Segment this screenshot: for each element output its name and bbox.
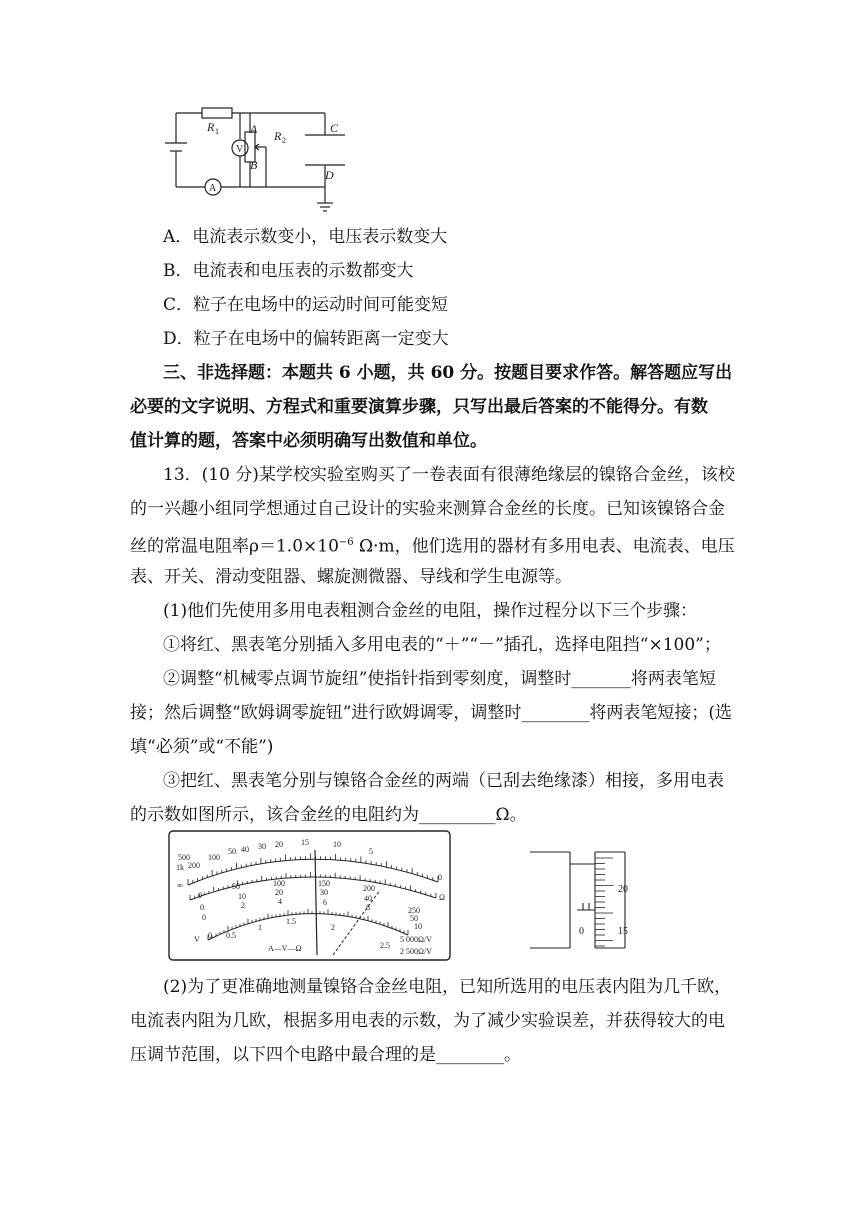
svg-text:A: A	[250, 122, 258, 136]
svg-text:40: 40	[241, 845, 249, 854]
q13-step3-line1: ③把红、黑表笔分别与镍铬合金丝的两端（已刮去绝缘漆）相接，多用电表	[163, 771, 724, 791]
svg-text:A: A	[209, 183, 217, 194]
q13-step2-line1: ②调整“机械零点调节旋纽”使指针指到零刻度，调整时_______将两表笔短	[163, 669, 716, 689]
svg-text:0: 0	[579, 926, 584, 937]
svg-text:2 500Ω/V: 2 500Ω/V	[400, 947, 432, 956]
q13-line3-b: Ω·m，他们选用的器材有多用电表、电流表、电压	[353, 536, 735, 557]
svg-text:5 000Ω/V: 5 000Ω/V	[400, 935, 432, 944]
svg-text:10: 10	[333, 840, 341, 849]
svg-text:C: C	[330, 121, 339, 135]
svg-text:20: 20	[618, 884, 628, 895]
section-heading-line3: 值计算的题，答案中必须明确写出数值和单位。	[130, 431, 487, 451]
svg-text:200: 200	[363, 884, 375, 893]
svg-text:D: D	[325, 168, 334, 182]
svg-text:0.5: 0.5	[226, 931, 236, 940]
option-c: C．粒子在电场中的运动时间可能变短	[163, 295, 449, 315]
svg-text:200: 200	[188, 861, 200, 870]
svg-text:30: 30	[320, 888, 328, 897]
q13-line3	[130, 532, 735, 558]
q13-line1: 13．(10 分)某学校实验室购买了一卷表面有很薄绝缘层的镍铬合金丝，该校	[163, 465, 735, 485]
svg-text:50: 50	[410, 914, 418, 923]
q13-part2-line1: (2)为了更准确地测量镍铬合金丝电阻，已知所选用的电压表内阻为几千欧，	[163, 977, 732, 997]
svg-text:∞: ∞	[177, 881, 183, 890]
svg-text:2: 2	[282, 136, 286, 145]
svg-text:10: 10	[414, 922, 422, 931]
circuit-diagram	[160, 95, 360, 215]
svg-text:0: 0	[198, 891, 202, 900]
q13-line2: 的一兴趣小组同学想通过自己设计的实验来测算合金丝的长度。已知该镍铬合金	[130, 499, 725, 519]
svg-text:8: 8	[366, 903, 370, 912]
svg-text:5: 5	[369, 847, 373, 856]
svg-text:2.5: 2.5	[380, 941, 390, 950]
svg-text:2: 2	[241, 901, 245, 910]
svg-text:20: 20	[275, 840, 283, 849]
q13-step3-line2: 的示数如图所示，该合金丝的电阻约为_________Ω。	[130, 805, 527, 825]
q13-step2-line3: 填“必须”或“不能”)	[130, 737, 274, 757]
svg-text:4: 4	[278, 897, 282, 906]
q13-part2-line2: 电流表内阻为几欧，根据多用电表的示数，为了减少实验误差，并获得较大的电	[130, 1011, 725, 1031]
svg-text:6: 6	[323, 898, 327, 907]
multimeter-dial	[168, 830, 453, 963]
svg-text:0: 0	[438, 873, 442, 882]
resistor-r1	[202, 108, 232, 118]
svg-text:1: 1	[215, 127, 219, 136]
svg-text:500: 500	[178, 853, 190, 862]
section-heading-line1: 三、非选择题：本题共 6 小题，共 60 分。按题目要求作答。解答题应写出	[163, 363, 733, 383]
option-b: B．电流表和电压表的示数都变大	[163, 261, 414, 281]
svg-text:100: 100	[273, 879, 285, 888]
option-a: A．电流表示数变小，电压表示数变大	[163, 227, 448, 247]
svg-text:50: 50	[232, 882, 240, 891]
svg-text:100: 100	[208, 853, 220, 862]
svg-text:1: 1	[258, 923, 262, 932]
svg-text:R: R	[207, 120, 215, 134]
section-heading-line2: 必要的文字说明、方程式和重要演算步骤，只写出最后答案的不能得分。有数	[130, 397, 708, 417]
svg-text:10: 10	[238, 892, 246, 901]
svg-text:Ω: Ω	[439, 893, 445, 902]
svg-text:50: 50	[228, 847, 236, 856]
q13-step1: ①将红、黑表笔分别插入多用电表的“＋”“－”插孔，选择电阻挡“×100”；	[163, 635, 721, 655]
svg-text:30: 30	[258, 842, 266, 851]
q13-exponent: −6	[338, 537, 354, 548]
svg-text:150: 150	[318, 879, 330, 888]
q13-part2-line3: 压调节范围，以下四个电路中最合理的是________。	[130, 1045, 521, 1065]
q13-line3-a: 丝的常温电阻率ρ＝1.0×10	[130, 536, 339, 557]
q13-line4: 表、开关、滑动变阻器、螺旋测微器、导线和学生电源等。	[130, 567, 572, 587]
svg-text:1.5: 1.5	[286, 917, 296, 926]
svg-text:B: B	[250, 158, 258, 172]
q13-step2-line2: 接；然后调整“欧姆调零旋钮”进行欧姆调零，调整时________将两表笔短接；(选	[130, 703, 733, 723]
svg-text:1k: 1k	[176, 863, 184, 872]
svg-text:V: V	[194, 935, 200, 944]
svg-text:15: 15	[301, 838, 309, 847]
svg-text:R: R	[274, 129, 282, 143]
option-d: D．粒子在电场中的偏转距离一定变大	[163, 329, 449, 349]
svg-text:A—V—Ω: A—V—Ω	[268, 944, 302, 953]
svg-text:40: 40	[364, 894, 372, 903]
svg-text:0: 0	[200, 903, 204, 912]
svg-text:20: 20	[275, 888, 283, 897]
svg-text:15: 15	[618, 926, 628, 937]
svg-text:V: V	[236, 144, 244, 155]
svg-text:2: 2	[331, 923, 335, 932]
svg-text:0: 0	[208, 931, 212, 940]
svg-text:250: 250	[408, 906, 420, 915]
svg-text:0: 0	[202, 913, 206, 922]
q13-part1: (1)他们先使用多用电表粗测合金丝的电阻，操作过程分以下三个步骤：	[163, 601, 698, 621]
micrometer-figure	[525, 848, 675, 953]
